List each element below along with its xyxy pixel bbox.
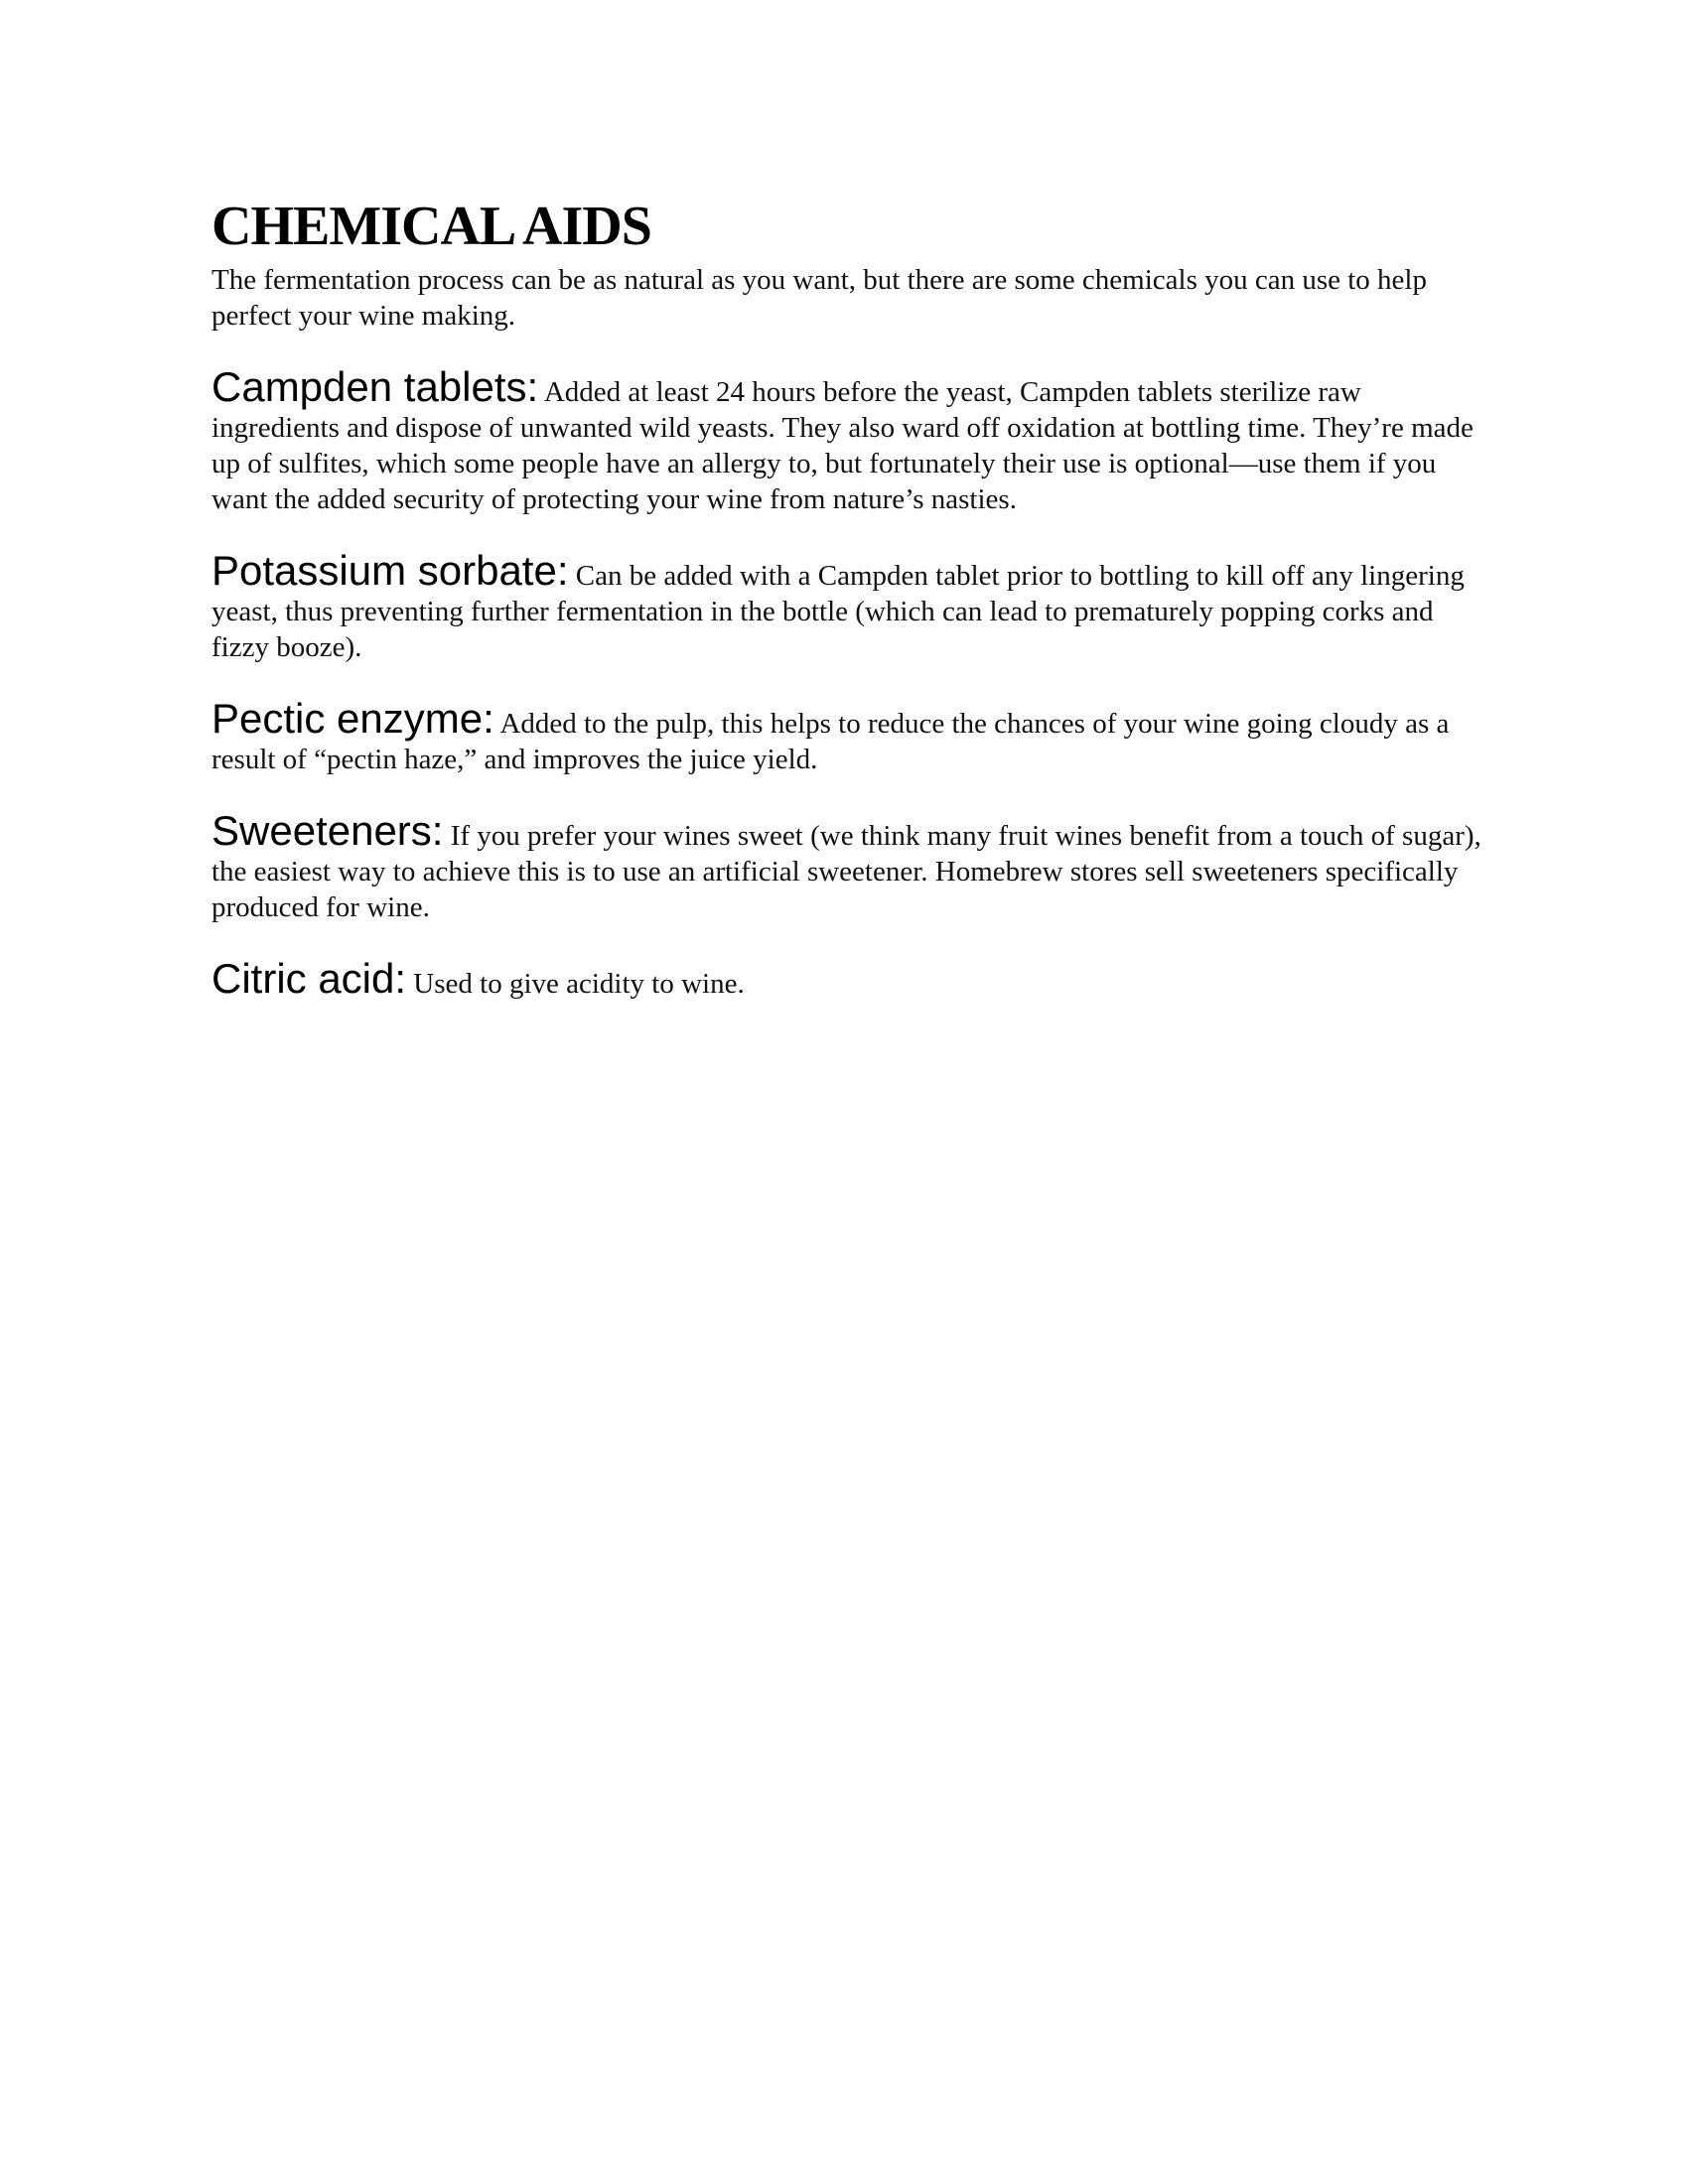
entry-potassium-sorbate (211, 547, 1482, 665)
term-sweeteners: Sweeteners: (211, 807, 444, 854)
term-campden-tablets: Campden tablets: (211, 363, 539, 410)
description-potassium-sorbate: Can be added with a Campden tablet prior to bottling to kill off any lingering yeast, thus preventing further fermentation in the bottle (which can lead to prematurely popping corks and fizzy booze). (211, 560, 1465, 663)
entry-campden-tablets (211, 363, 1482, 517)
document-content (211, 196, 1482, 1002)
description-campden-tablets: Added at least 24 hours before the yeast, Campden tablets sterilize raw ingredients and dispose of unwanted wild yeasts. They also ward off oxidation at bottling time. They’re made up of sulfites, which some people have an allergy to, but fortunately their use is optional—use them if you want the added security of protecting your wine from nature’s nasties. (211, 376, 1474, 515)
document-title: CHEMICAL AIDS (211, 196, 651, 257)
entry-citric-acid (211, 955, 1482, 1002)
description-pectic-enzyme: Added to the pulp, this helps to reduce the chances of your wine going cloudy as a result of “pectin haze,” and improves the juice yield. (211, 708, 1450, 775)
term-citric-acid: Citric acid: (211, 955, 407, 1002)
term-pectic-enzyme: Pectic enzyme: (211, 695, 494, 742)
intro-paragraph: The fermentation process can be as natural as you want, but there are some chemicals you can use to help perfect your wine making. (211, 264, 1427, 332)
description-sweeteners: If you prefer your wines sweet (we think many fruit wines benefit from a touch of sugar), the easiest way to achieve this is to use an artificial sweetener. Homebrew stores sell sweeteners specifically produced for wine. (211, 820, 1481, 923)
entry-pectic-enzyme (211, 695, 1482, 777)
description-citric-acid: Used to give acidity to wine. (413, 968, 745, 1000)
entry-sweeteners (211, 807, 1482, 925)
term-potassium-sorbate: Potassium sorbate: (211, 547, 569, 594)
